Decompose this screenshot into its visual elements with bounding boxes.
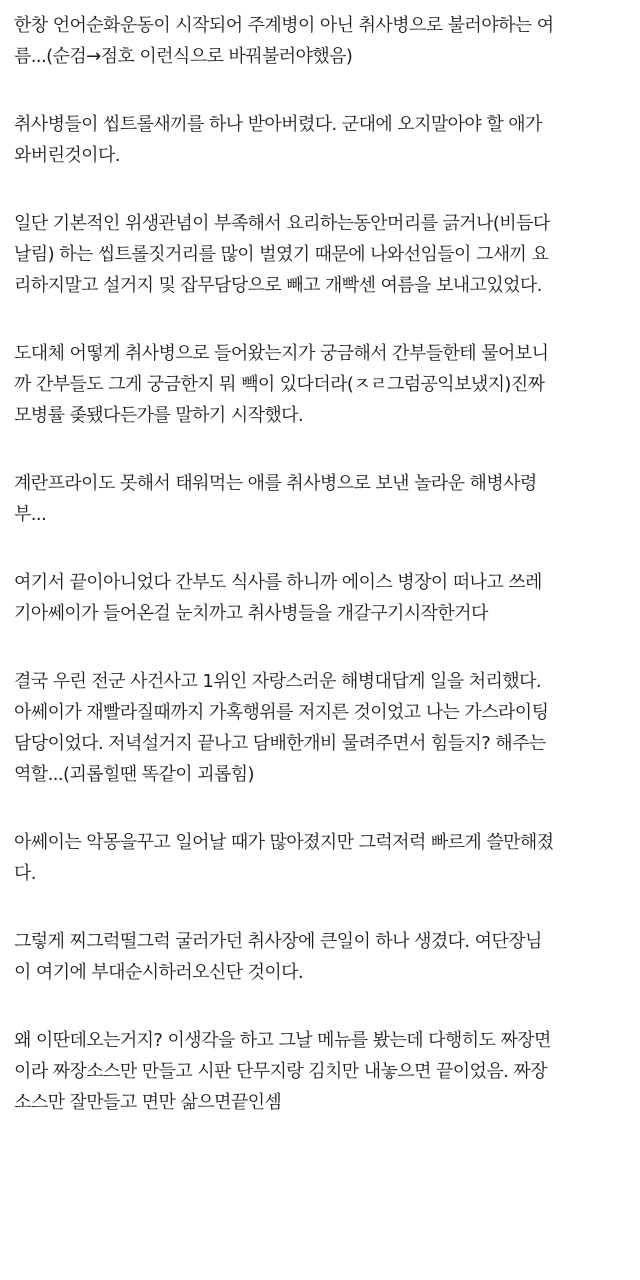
paragraph-8 [14,827,626,889]
text-line: 도대체 어떻게 취사병으로 들어왔는지가 궁금해서 간부들한테 물어보니 [14,343,549,364]
text-line: 여기서 끝이아니었다 간부도 식사를 하니까 에이스 병장이 떠나고 쓰레 [14,572,542,593]
text-line: 름...(순검→점호 이런식으로 바꿔불러야했음) [14,46,353,67]
paragraph-4 [14,338,626,431]
text-line: 부... [14,504,47,525]
text-line: 소스만 잘만들고 면만 삶으면끝인셈 [14,1092,282,1113]
text-line: 모병률 좆됐다든가를 말하기 시작했다. [14,405,304,426]
text-line: 기아쎄이가 들어온걸 눈치까고 취사병들을 개갈구기시작한거다 [14,603,488,624]
text-line: 까 간부들도 그게 궁금한지 뭐 빽이 있다더라(ㅈㄹ그럼공익보냈지)진짜 [14,374,545,395]
paragraph-1 [14,10,626,72]
paragraph-6 [14,567,626,629]
paragraph-9 [14,926,626,988]
text-line: 아쎄이가 재빨라질때까지 가혹행위를 저지른 것이었고 나는 가스라이팅 [14,702,549,723]
text-line: 취사병들이 씹트롤새끼를 하나 받아버렸다. 군대에 오지말아야 할 애가 [14,114,542,135]
text-line: 그렇게 찌그럭떨그럭 굴러가던 취사장에 큰일이 하나 생겼다. 여단장님 [14,931,542,952]
paragraph-3 [14,208,626,301]
text-line: 날림) 하는 씹트롤짓거리를 많이 벌였기 때문에 나와선임들이 그새끼 요 [14,244,549,265]
paragraph-7 [14,666,626,790]
text-line: 리하지말고 설거지 및 잡무담당으로 빼고 개빡센 여름을 보내고있었다. [14,275,542,296]
text-line: 이 여기에 부대순시하러오신단 것이다. [14,962,304,983]
paragraph-2 [14,109,626,171]
text-line: 왜 이딴데오는거지? 이생각을 하고 그날 메뉴를 봤는데 다행히도 짜장면 [14,1030,551,1051]
text-line: 한창 언어순화운동이 시작되어 주계병이 아닌 취사병으로 불러야하는 여 [14,15,554,36]
text-line: 와버린것이다. [14,145,120,166]
text-line: 아쎄이는 악몽을꾸고 일어날 때가 많아졌지만 그럭저럭 빠르게 쓸만해졌 [14,832,554,853]
text-line: 결국 우린 전군 사건사고 1위인 자랑스러운 해병대답게 일을 처리했다. [14,671,542,692]
text-line: 일단 기본적인 위생관념이 부족해서 요리하는동안머리를 긁거나(비듬다 [14,213,550,234]
paragraph-5 [14,468,626,530]
text-line: 이라 짜장소스만 만들고 시판 단무지랑 김치만 내놓으면 끝이었음. 짜장 [14,1061,547,1082]
text-line: 역할...(괴롭힐땐 똑같이 괴롭힘) [14,764,254,785]
text-line: 담당이었다. 저녁설거지 끝나고 담배한개비 물려주면서 힘들지? 해주는 [14,733,546,754]
text-line: 계란프라이도 못해서 태워먹는 애를 취사병으로 보낸 놀라운 해병사령 [14,473,537,494]
paragraph-10 [14,1025,626,1118]
text-line: 다. [14,863,36,884]
